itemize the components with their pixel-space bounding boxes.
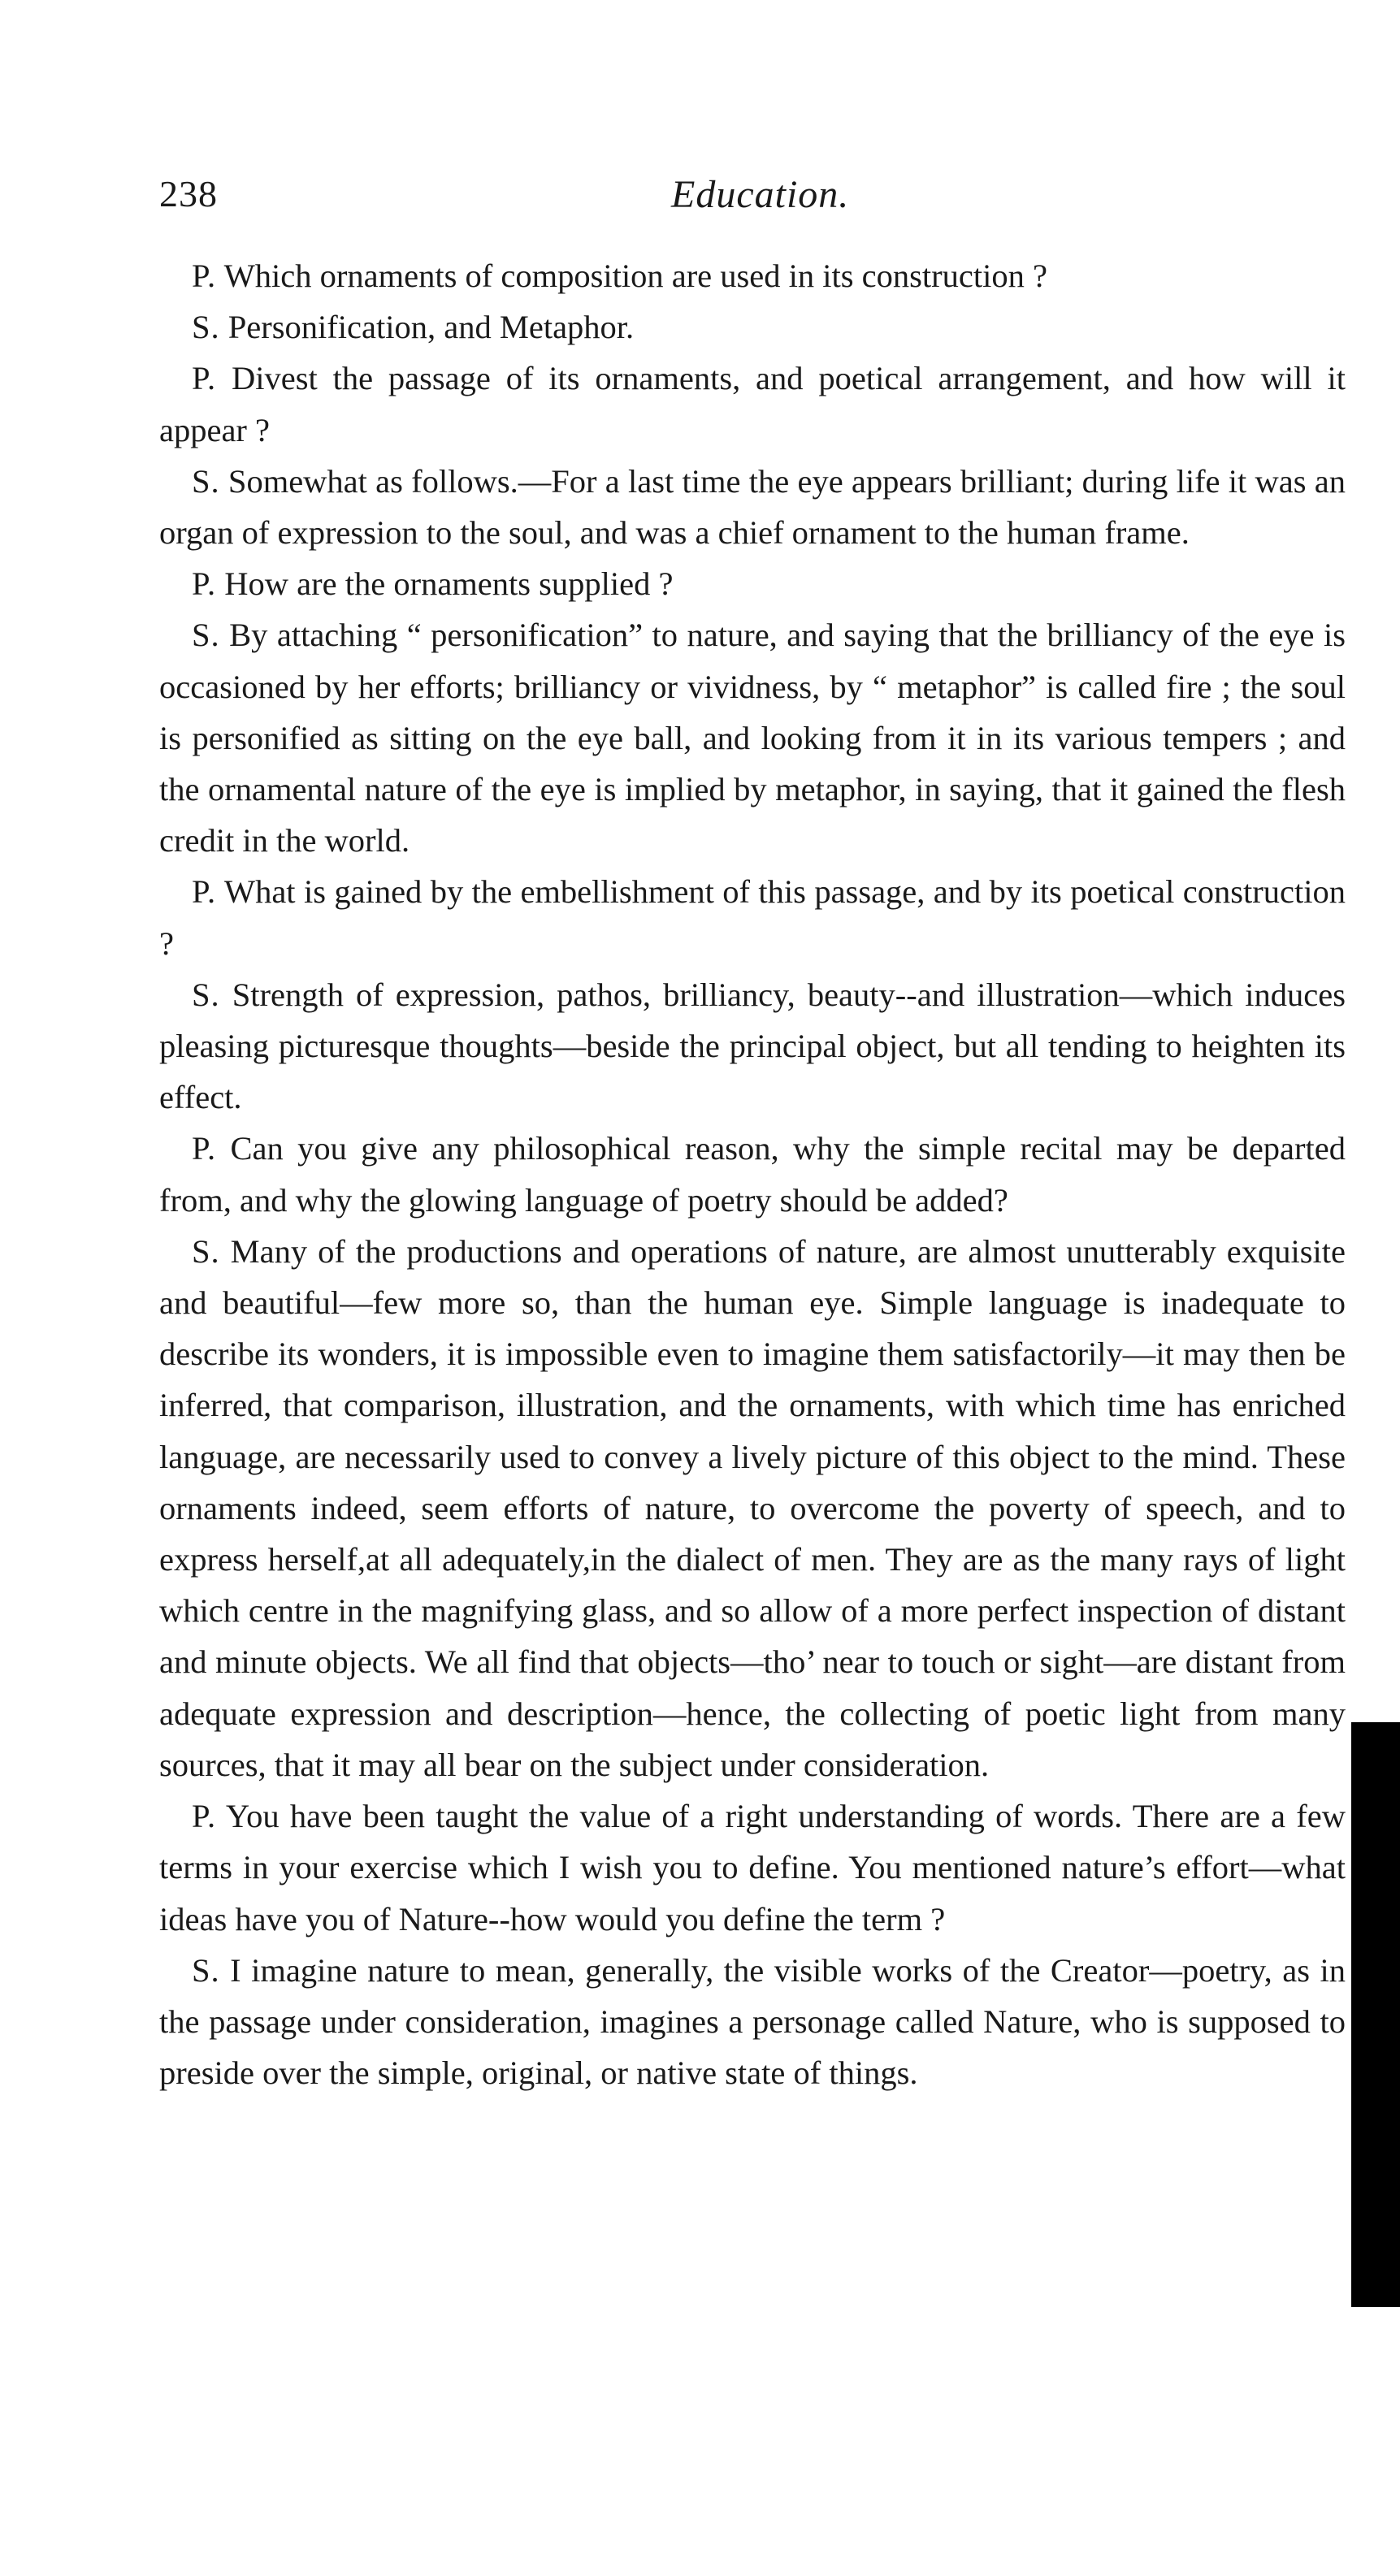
page-header	[159, 172, 1346, 229]
speaker-label: S.	[192, 462, 220, 500]
paragraph-text: Which ornaments of composition are used in its construction ?	[223, 258, 1047, 294]
speaker-label: S.	[192, 1232, 220, 1270]
speaker-label: P.	[192, 1798, 217, 1835]
scan-edge-shadow	[1351, 1722, 1400, 2307]
page-number: 238	[159, 173, 218, 214]
dialogue-paragraph	[159, 1226, 1346, 1790]
dialogue-paragraph	[159, 301, 1346, 353]
speaker-label: P.	[192, 873, 217, 911]
dialogue-paragraph	[159, 250, 1346, 301]
speaker-label: S.	[192, 976, 220, 1013]
paragraph-text: Strength of expression, pathos, brilliancy, beauty--and illustration—which induces pleasing picturesque thoughts—beside the principal object, but all tending to heighten its effect.	[159, 976, 1346, 1116]
dialogue-paragraph	[159, 1123, 1346, 1225]
dialogue-paragraph	[159, 558, 1346, 609]
paragraph-text: Personification, and Metaphor.	[228, 309, 635, 346]
dialogue-paragraph	[159, 609, 1346, 866]
speaker-label: S.	[192, 309, 220, 346]
dialogue-paragraph	[159, 969, 1346, 1123]
page-body	[159, 250, 1346, 2098]
dialogue-paragraph	[159, 1945, 1346, 2099]
paragraph-text: By attaching “ personification” to nature, and saying that the brilliancy of the eye is occasioned by her efforts; brilliancy or vividness, by “ metaphor” is called fire ; the soul is personified as sitting on the eye ball, and looking from it in its various tempers ; and the ornamental nature of the eye is implied by metaphor, in saying, that it gained the flesh credit in the world.	[159, 617, 1346, 859]
paragraph-text: Can you give any philosophical reason, why the simple recital may be departed from, and why the glowing language of poetry should be added?	[159, 1130, 1346, 1219]
paragraph-text: Many of the productions and operations of nature, are almost unutterably exquisite and beautiful—few more so, than the human eye. Simple language is inadequate to describe its wonders, it is impossible even to imagine them satisfactorily—it may then be inferred, that comparison, illustration, and the ornaments, with which time has enriched language, are necessarily used to convey a lively picture of this object to the mind. These ornaments indeed, seem efforts of nature, to overcome the poverty of speech, and to express herself,at all adequately,in the dialect of men. They are as the many rays of light which centre in the magnifying glass, and so allow of a more perfect inspection of distant and minute objects. We all find that objects—tho’ near to touch or sight—are distant from adequate expression and description—hence, the collecting of poetic light from many sources, that it may all bear on the subject under consideration.	[159, 1232, 1346, 1783]
paragraph-text: Somewhat as follows.—For a last time the eye appears brilliant; during life it was an organ of expression to the soul, and was a chief ornament to the human frame.	[159, 462, 1346, 552]
speaker-label: S.	[192, 617, 220, 654]
dialogue-paragraph	[159, 353, 1346, 455]
dialogue-paragraph	[159, 1790, 1346, 1945]
paragraph-text: What is gained by the embellishment of this passage, and by its poetical construction ?	[159, 873, 1346, 962]
dialogue-paragraph	[159, 456, 1346, 558]
speaker-label: S.	[192, 1951, 220, 1989]
speaker-label: P.	[192, 360, 217, 397]
paragraph-text: You have been taught the value of a right understanding of words. There are a few terms in your exercise which I wish you to define. You mentioned nature’s effort—what ideas have you of Nature--how would you define the term ?	[159, 1798, 1346, 1937]
speaker-label: P.	[192, 565, 217, 603]
dialogue-paragraph	[159, 866, 1346, 968]
paragraph-text: How are the ornaments supplied ?	[224, 565, 674, 603]
speaker-label: P.	[192, 1130, 217, 1167]
paragraph-text: I imagine nature to mean, generally, the visible works of the Creator—poetry, as in the passage under consideration, imagines a personage called Nature, who is supposed to preside over the simple, original, or native state of things.	[159, 1951, 1346, 2092]
speaker-label: P.	[192, 258, 217, 294]
paragraph-text: Divest the passage of its ornaments, and poetical arrangement, and how will it appear ?	[159, 360, 1346, 448]
running-title: Education.	[671, 173, 850, 216]
